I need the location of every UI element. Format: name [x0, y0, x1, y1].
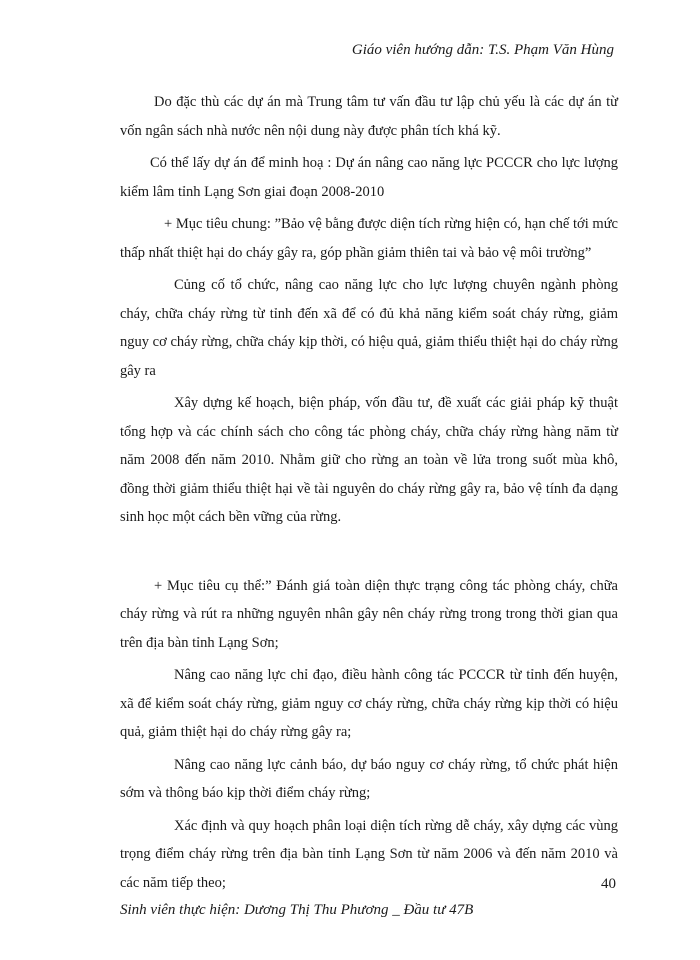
paragraph-strengthen-organization: Củng cố tổ chức, nâng cao năng lực cho lực lượng chuyên ngành phòng cháy, chữa cháy rừng từ tỉnh đến xã để có đủ khả năng kiểm soát cháy rừng, giảm nguy cơ cháy rừng, chữa cháy kịp thời, có hiệu quả, giảm thiểu thiệt hại do cháy rừng gây ra: [120, 277, 618, 379]
paragraph-build-plan: Xây dựng kế hoạch, biện pháp, vốn đầu tư, đề xuất các giải pháp kỹ thuật tổng hợp và các chính sách cho công tác phòng cháy, chữa cháy rừng hàng năm từ năm 2008 đến năm 2010. Nhằm giữ cho rừng an toàn về lửa trong suốt mùa khô, đồng thời giảm thiểu thiệt hại về tài nguyên do cháy rừng gây ra, bảo vệ tính đa dạng sinh học một cách bền vững của rừng.: [120, 395, 618, 525]
paragraph-improve-warning: Nâng cao năng lực cảnh báo, dự báo nguy cơ cháy rừng, tổ chức phát hiện sớm và thông báo kịp thời điểm cháy rừng;: [120, 756, 618, 801]
paragraph-example: Có thể lấy dự án để minh hoạ : Dự án nâng cao năng lực PCCCR cho lực lượng kiểm lâm tỉnh Lạng Sơn giai đoạn 2008-2010: [120, 155, 618, 200]
paragraph-specific-objective: + Mục tiêu cụ thể:” Đánh giá toàn diện thực trạng công tác phòng cháy, chữa cháy rừng và rút ra những nguyên nhân gây nên cháy rừng trong trong thời gian qua trên địa bàn tỉnh Lạng Sơn;: [120, 577, 618, 651]
paragraph-intro: Do đặc thù các dự án mà Trung tâm tư vấn đầu tư lập chủ yếu là các dự án từ vốn ngân sách nhà nước nên nội dung này được phân tích khá kỹ.: [120, 94, 618, 139]
paragraph-gap: [120, 532, 618, 572]
paragraph-improve-direction: Nâng cao năng lực chỉ đạo, điều hành công tác PCCCR từ tỉnh đến huyện, xã để kiểm soát cháy rừng, giảm nguy cơ cháy rừng, chữa cháy rừng kịp thời có hiệu quả, giảm thiệt hại do cháy rừng gây ra;: [120, 667, 618, 740]
page-header: Giáo viên hướng dẫn: T.S. Phạm Văn Hùng: [351, 42, 614, 58]
paragraph-general-objective: + Mục tiêu chung: ”Bảo vệ bằng được diện tích rừng hiện có, hạn chế tới mức thấp nhất thiệt hại do cháy gây ra, góp phần giảm thiên tai và bảo vệ môi trường”: [120, 216, 618, 261]
paragraph-zoning: Xác định và quy hoạch phân loại diện tích rừng dễ cháy, xây dựng các vùng trọng điểm cháy rừng trên địa bàn tỉnh Lạng Sơn từ năm 2006 và đến năm 2010 và các năm tiếp theo;: [120, 817, 618, 891]
page-number: 40: [601, 876, 616, 892]
document-body: [120, 88, 618, 901]
page-footer: Sinh viên thực hiện: Dương Thị Thu Phương _ Đầu tư 47B: [120, 902, 474, 918]
